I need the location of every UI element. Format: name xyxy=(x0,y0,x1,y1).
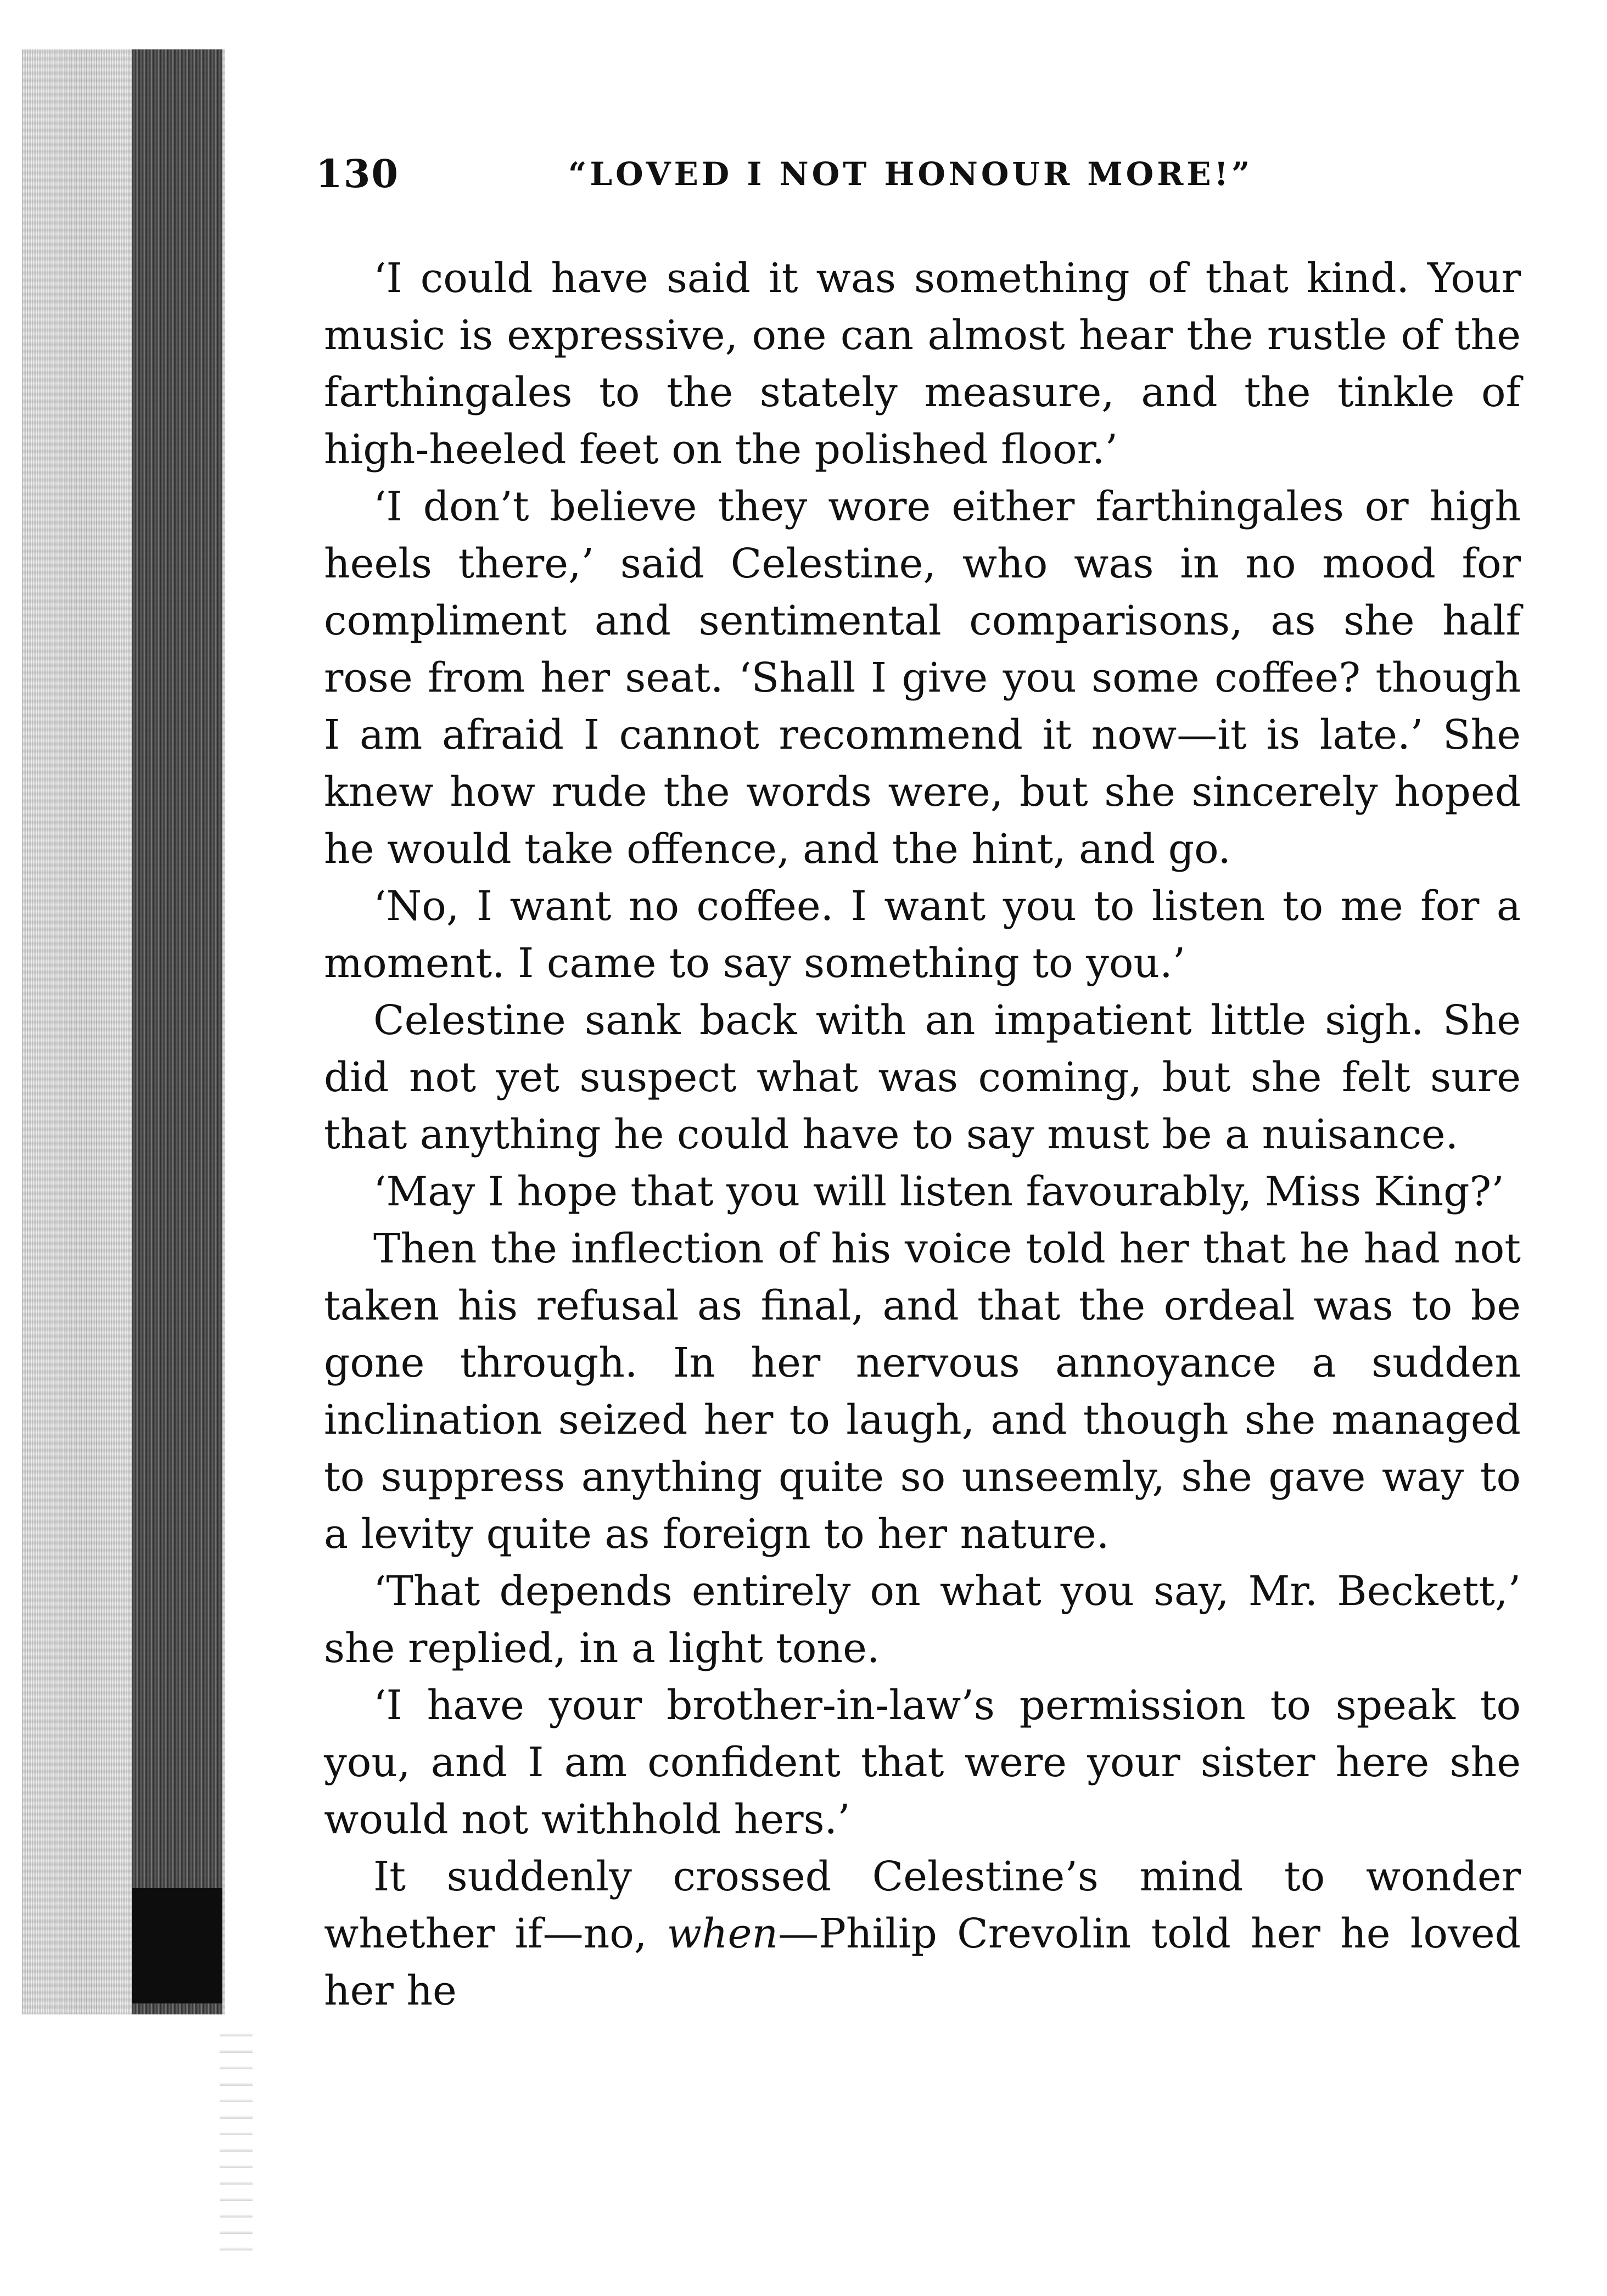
last-paragraph xyxy=(324,1848,1521,2019)
binding-dark-patch xyxy=(132,1888,222,2003)
paragraph: ‘I have your brother-in-law’s permission to speak to you, and I am confident that were your sister here she would not withhold hers.’ xyxy=(324,1682,1521,1843)
paragraph: ‘That depends entirely on what you say, Mr. Beckett,’ she replied, in a light tone. xyxy=(324,1568,1521,1672)
running-head xyxy=(316,151,1353,200)
page-number: 130 xyxy=(316,151,400,197)
last-paragraph-end: —Philip Crevolin told her he loved her he xyxy=(324,1910,1521,2014)
italic-word: when xyxy=(667,1910,779,1957)
binding-shadow xyxy=(132,49,222,2014)
paragraph: Celestine sank back with an impatient little sigh. She did not yet suspect what was coming, but she felt sure that anything he could have to say must be a nuisance. xyxy=(324,997,1521,1158)
paragraph: ‘No, I want no coffee. I want you to listen to me for a moment. I came to say something to you.’ xyxy=(324,883,1521,987)
running-title: “LOVED I NOT HONOUR MORE!” xyxy=(568,155,1253,193)
paragraph: ‘May I hope that you will listen favourably, Miss King?’ xyxy=(373,1168,1504,1215)
page-body xyxy=(324,250,1521,2019)
paragraph: ‘I could have said it was something of that kind. Your music is expressive, one can almost hear the rustle of the farthingales to the stately measure, and the tinkle of high-heeled feet on the polished floor.’ xyxy=(324,255,1521,473)
scan-specks xyxy=(220,2031,253,2250)
paragraph: ‘I don’t believe they wore either farthingales or high heels there,’ said Celestine, who was in no mood for compliment and sentimental comparisons, as she half rose from her seat. ‘Shall I give you some coffee? though I am afraid I cannot recommend it now—it is late.’ She knew how rude the words were, but she sincerely hoped he would take offence, and the hint, and go. xyxy=(324,483,1521,873)
paragraph: Then the inflection of his voice told her that he had not taken his refusal as final, and that the ordeal was to be gone through. In her nervous annoyance a sudden inclination seized her to laugh, and though she managed to suppress anything quite so unseemly, she gave way to a levity quite as foreign to her nature. xyxy=(324,1225,1521,1558)
last-paragraph-start: It suddenly crossed Celestine’s mind to wonder whether if—no, xyxy=(324,1853,1521,1957)
